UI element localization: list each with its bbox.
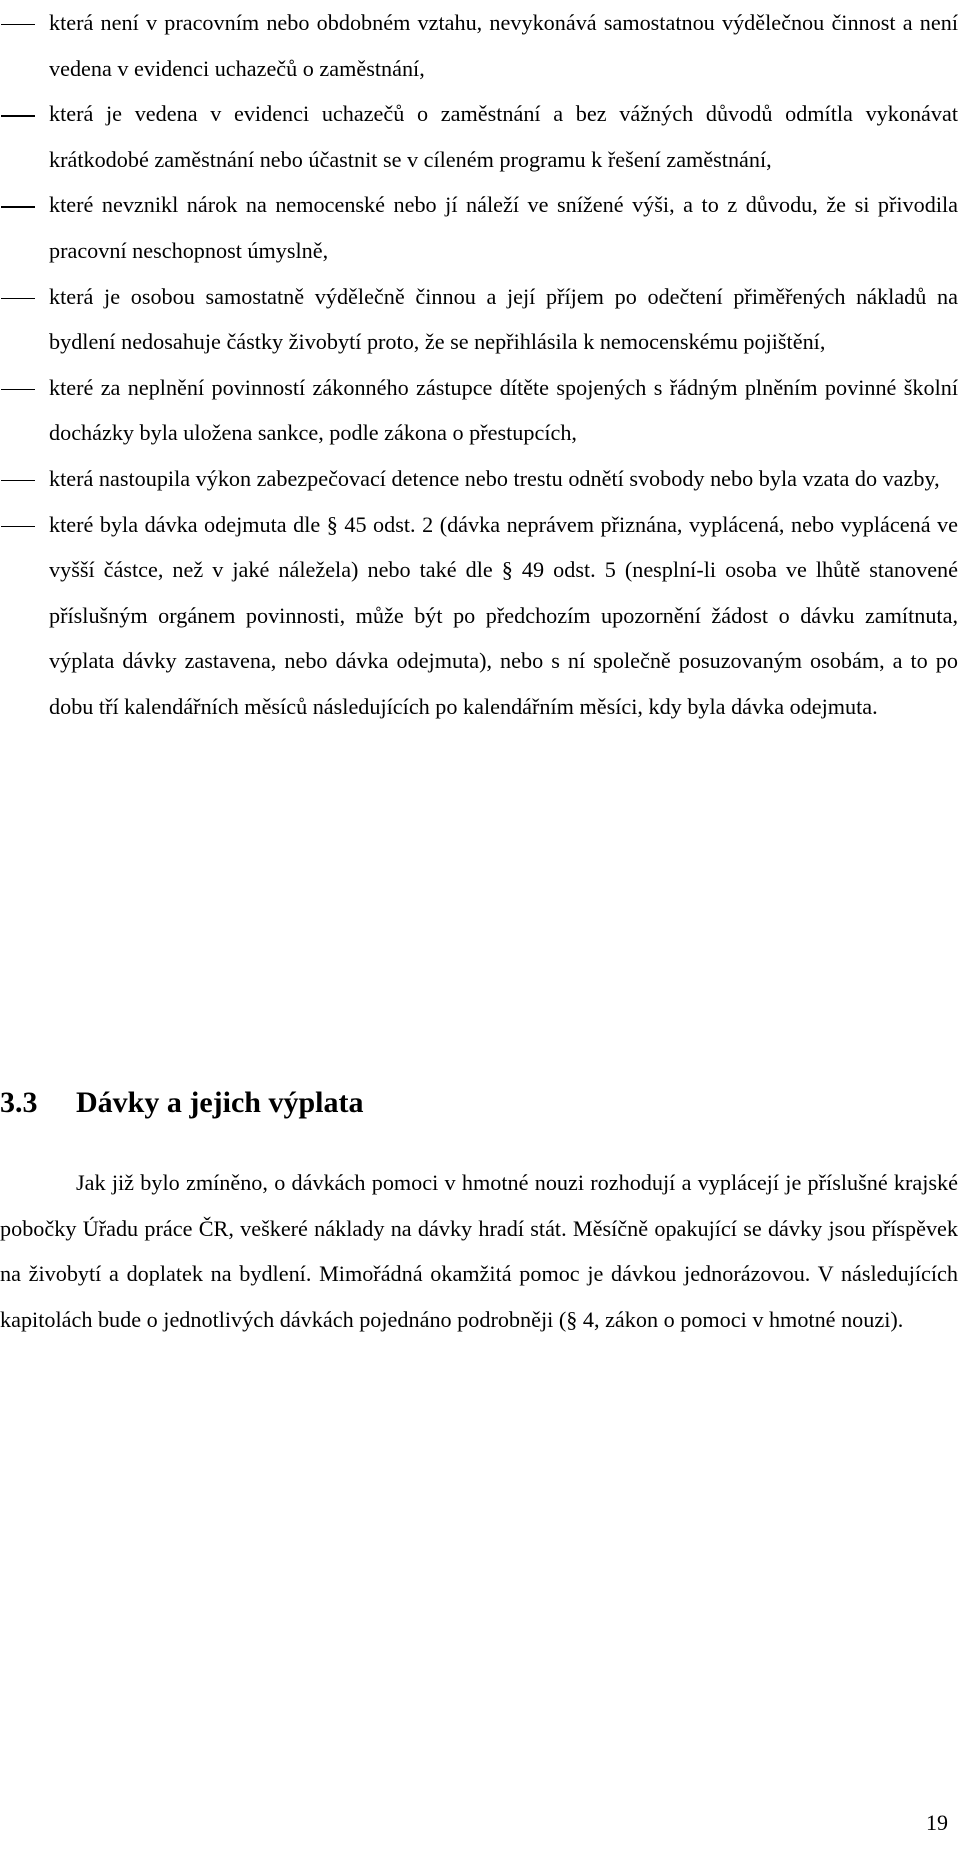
list-item	[0, 502, 958, 730]
list-item	[0, 365, 958, 456]
eligibility-exclusion-list	[0, 0, 960, 730]
section-title: Dávky a jejich výplata	[76, 1086, 364, 1119]
list-item-text: které nevznikl nárok na nemocenské nebo jí náleží ve snížené výši, a to z důvodu, že si přivodila pracovní neschopnost úmyslně,	[49, 192, 958, 263]
list-item	[0, 456, 958, 502]
list-item	[0, 0, 958, 91]
dash-bullet-icon	[0, 0, 38, 46]
page-number: 19	[926, 1810, 948, 1835]
dash-bullet-icon	[0, 365, 38, 411]
body-paragraph: Jak již bylo zmíněno, o dávkách pomoci v hmotné nouzi rozhodují a vyplácejí je příslušné krajské pobočky Úřadu práce ČR, veškeré náklady na dávky hradí stát. Měsíčně opakující se dávky jsou příspěvek na živobytí a doplatek na bydlení. Mimořádná okamžitá pomoc je dávkou jednorázovou. V následujících kapitolách bude o jednotlivých dávkách pojednáno podrobněji (§ 4, zákon o pomoci v hmotné nouzi).	[0, 1170, 958, 1332]
list-item-text: která není v pracovním nebo obdobném vztahu, nevykonává samostatnou výdělečnou činnost a není vedena v evidenci uchazečů o zaměstnání,	[49, 10, 958, 81]
section-number: 3.3	[0, 1086, 38, 1119]
list-item-text: které byla dávka odejmuta dle § 45 odst. 2 (dávka neprávem přiznána, vyplácená, nebo vyplácená ve vyšší částce, než v jaké náležela) nebo také dle § 49 odst. 5 (nesplní-li osoba ve lhůtě stanovené příslušným orgánem povinnosti, může být po předchozím upozornění žádost o dávku zamítnuta, výplata dávky zastavena, nebo dávka odejmuta), nebo s ní společně posuzovaným osobám, a to po dobu tří kalendářních měsíců následujících po kalendářním měsíci, kdy byla dávka odejmuta.	[49, 511, 958, 719]
dash-bullet-icon	[0, 274, 38, 320]
list-item-text: která je osobou samostatně výdělečně činnou a její příjem po odečtení přiměřených nákladů na bydlení nedosahuje částky živobytí proto, že se nepřihlásila k nemocenskému pojištění,	[49, 283, 958, 355]
dash-bullet-icon	[0, 456, 38, 502]
list-item	[0, 274, 958, 365]
section-heading	[0, 1080, 364, 1125]
list-item-text: která je vedena v evidenci uchazečů o zaměstnání a bez vážných důvodů odmítla vykonávat krátkodobé zaměstnání nebo účastnit se v cíleném programu k řešení zaměstnání,	[49, 101, 958, 172]
list-item-text: která nastoupila výkon zabezpečovací detence nebo trestu odnětí svobody nebo byla vzata do vazby,	[49, 465, 940, 491]
dash-bullet-icon	[0, 502, 38, 548]
dash-bullet-icon	[0, 91, 38, 137]
list-item	[0, 91, 958, 182]
dash-bullet-icon	[0, 182, 38, 228]
list-item	[0, 182, 958, 273]
list-item-text: které za neplnění povinností zákonného zástupce dítěte spojených s řádným plněním povinné školní docházky byla uložena sankce, podle zákona o přestupcích,	[49, 374, 958, 446]
